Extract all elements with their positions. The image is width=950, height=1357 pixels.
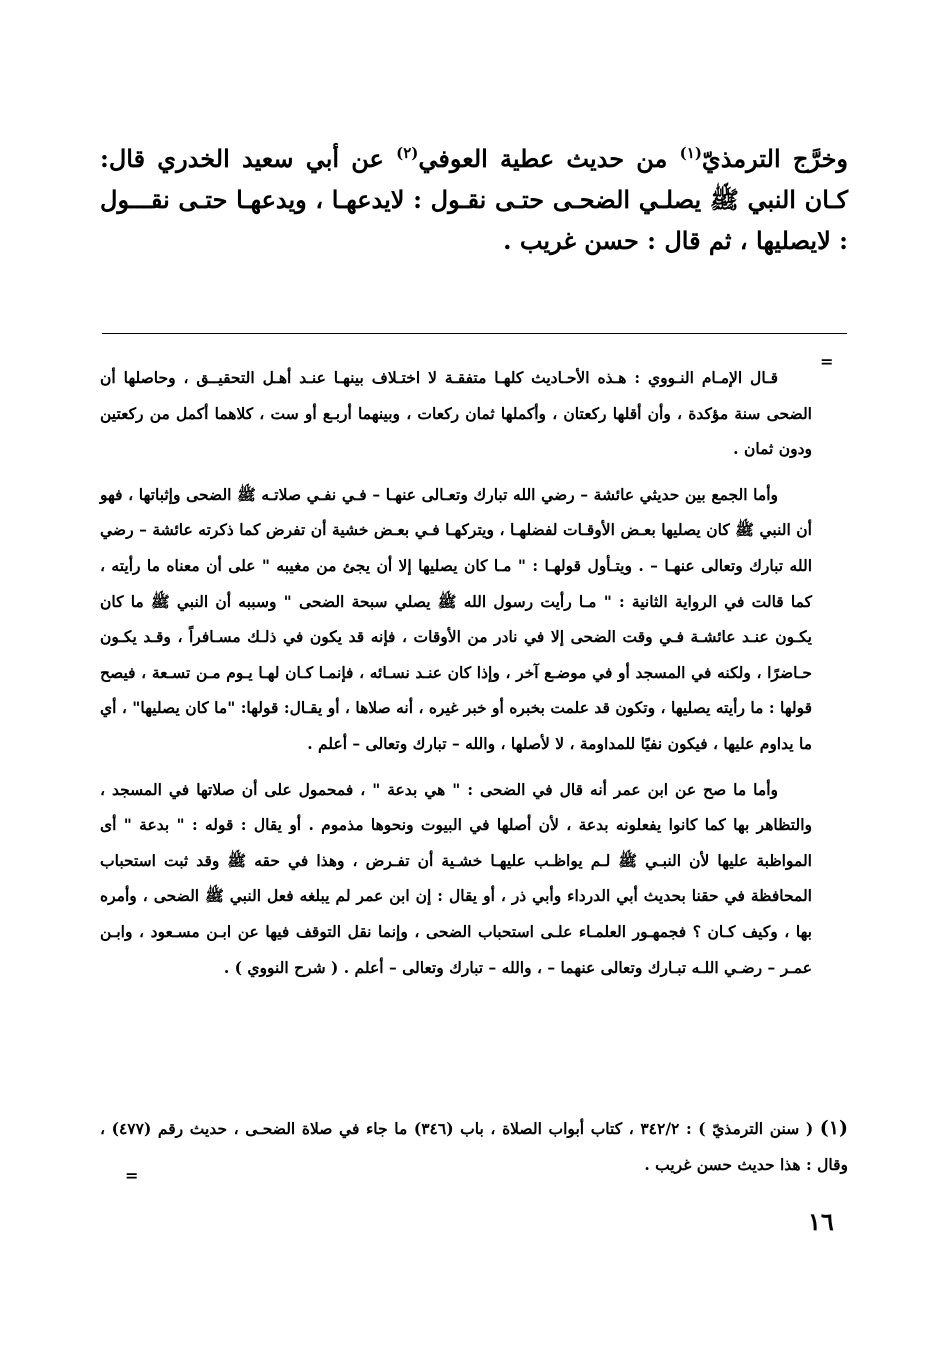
footnote-separator-line — [102, 333, 847, 334]
main-text-part-1: وخرَّج الترمذيّ — [701, 144, 849, 173]
main-text-part-2: من حديث عطية العوفي — [418, 144, 680, 173]
note-paragraph-1: قـال الإمـام النـووي : هـذه الأحـاديث كلهـا متفقـة لا اختـلاف بينهـا عنـد أهـل التحقيــق ، وحاصلها أن الضحى سنة مؤكدة ، وأن أقلها ركعتان ، وأكملها ثمان ركعات ، وبينهما أربـع أو ست ، كلاهما أكمل من ركعتين ودون ثمان . — [100, 368, 812, 459]
footnote-ref-1: (١) — [679, 144, 702, 162]
main-text — [100, 138, 848, 261]
note-paragraph-2: وأما الجمع بين حديثي عائشة – رضي الله تبارك وتعـالى عنهـا – فـي نفـي صلاتـه ﷺ الضحى وإثباتها ، فهو أن النبي ﷺ كان يصليها بعـض الأوقـات لفضلهـا ، ويتركهـا فـي بعـض خشية أن تفرض كما ذكرته عائشة – رضي الله تبارك وتعالى عنهـا – . ويتـأول قولهـا : " مـا كان يصليها إلا أن يجئ من مغيبه " على أن معناه ما رأيته ، كما قالت في الرواية الثانية : " مـا رأيت رسول الله ﷺ يصلي سبحة الضحى " وسببه أن النبي ﷺ ما كان يكـون عنـد عائشـة فـي وقت الضحى إلا في نادر من الأوقات ، فإنه قد يكون في ذلـك مسـافراً ، وقـد يكـون حـاضرًا ، ولكنه في المسجد أو في موضـع آخر ، وإذا كان عنـد نسـائه ، فإنمـا كـان لهـا يـوم مـن تسـعة ، فيصح قولها : ما رأيته يصليها ، وتكون قد علمت بخبره أو خبر غيره ، أنه صلاها ، أو يقـال: قولها: "ما كان يصليها" ، أي ما يداوم عليها ، فيكون نفيًا للمداومة ، لا لأصلها ، والله – تبارك وتعالى – أعلم . — [100, 484, 812, 753]
main-paragraph — [100, 138, 848, 261]
footnote-ref-2: (٢) — [396, 144, 419, 162]
note-paragraph-3: وأما ما صح عن ابن عمر أنه قال في الضحى : " هي بدعة " ، فمحمول على أن صلاتها في المسجد ، والتظاهر بها كما كانوا يفعلونه بدعة ، لأن أصلها في البيوت ونحوها مذموم . أو يقال : قوله : " بدعة " أى المواظبة عليها لأن النبـي ﷺ لـم يواظـب عليهـا خشـية أن تفـرض ، وهذا في حقه ﷺ وقد ثبت استحباب المحافظة في حقنا بحديث أبي الدرداء وأبي ذر ، أو يقال : إن ابن عمر لم يبلغه فعل النبي ﷺ الضحى ، وأمره بها ، وكيف كـان ؟ فجمهـور العلمـاء علـى استحباب الضحى ، وإنما نقل التوقف فيها عن ابـن مسـعود ، وابـن عمـر – رضـي اللـه تبـارك وتعالى عنهما – ، والله – تبارك وتعالى – أعلم . ( شرح النووي ) . — [100, 779, 812, 977]
page-number: ١٦ — [808, 1207, 834, 1236]
footnote-1-paragraph — [100, 1110, 848, 1183]
footnote-1-text: ( سنن الترمذيّ ) : ٣٤٢/٢ ، كتاب أبواب الصلاة ، باب (٣٤٦) ما جاء في صلاة الضحـى ، حديث رقم (٤٧٧) ، وقال : هذا حديث حسن غريب . — [100, 1119, 848, 1174]
footnote-1 — [100, 1110, 848, 1183]
main-text-part-3: عن أبي سعيد الخدري قال: كـان النبي ﷺ يصلـي الضحـى حتـى نقـول : لايدعهـا ، ويدعهـا حتـى نقـــول : لايصليها ، ثم قال : حسن غريب . — [100, 144, 848, 255]
footnote-1-marker: (١) — [819, 1117, 849, 1139]
continued-footnote-text — [100, 360, 812, 995]
continuation-marker-bottom: = — [125, 1166, 139, 1185]
continuation-marker-top: = — [820, 352, 834, 371]
